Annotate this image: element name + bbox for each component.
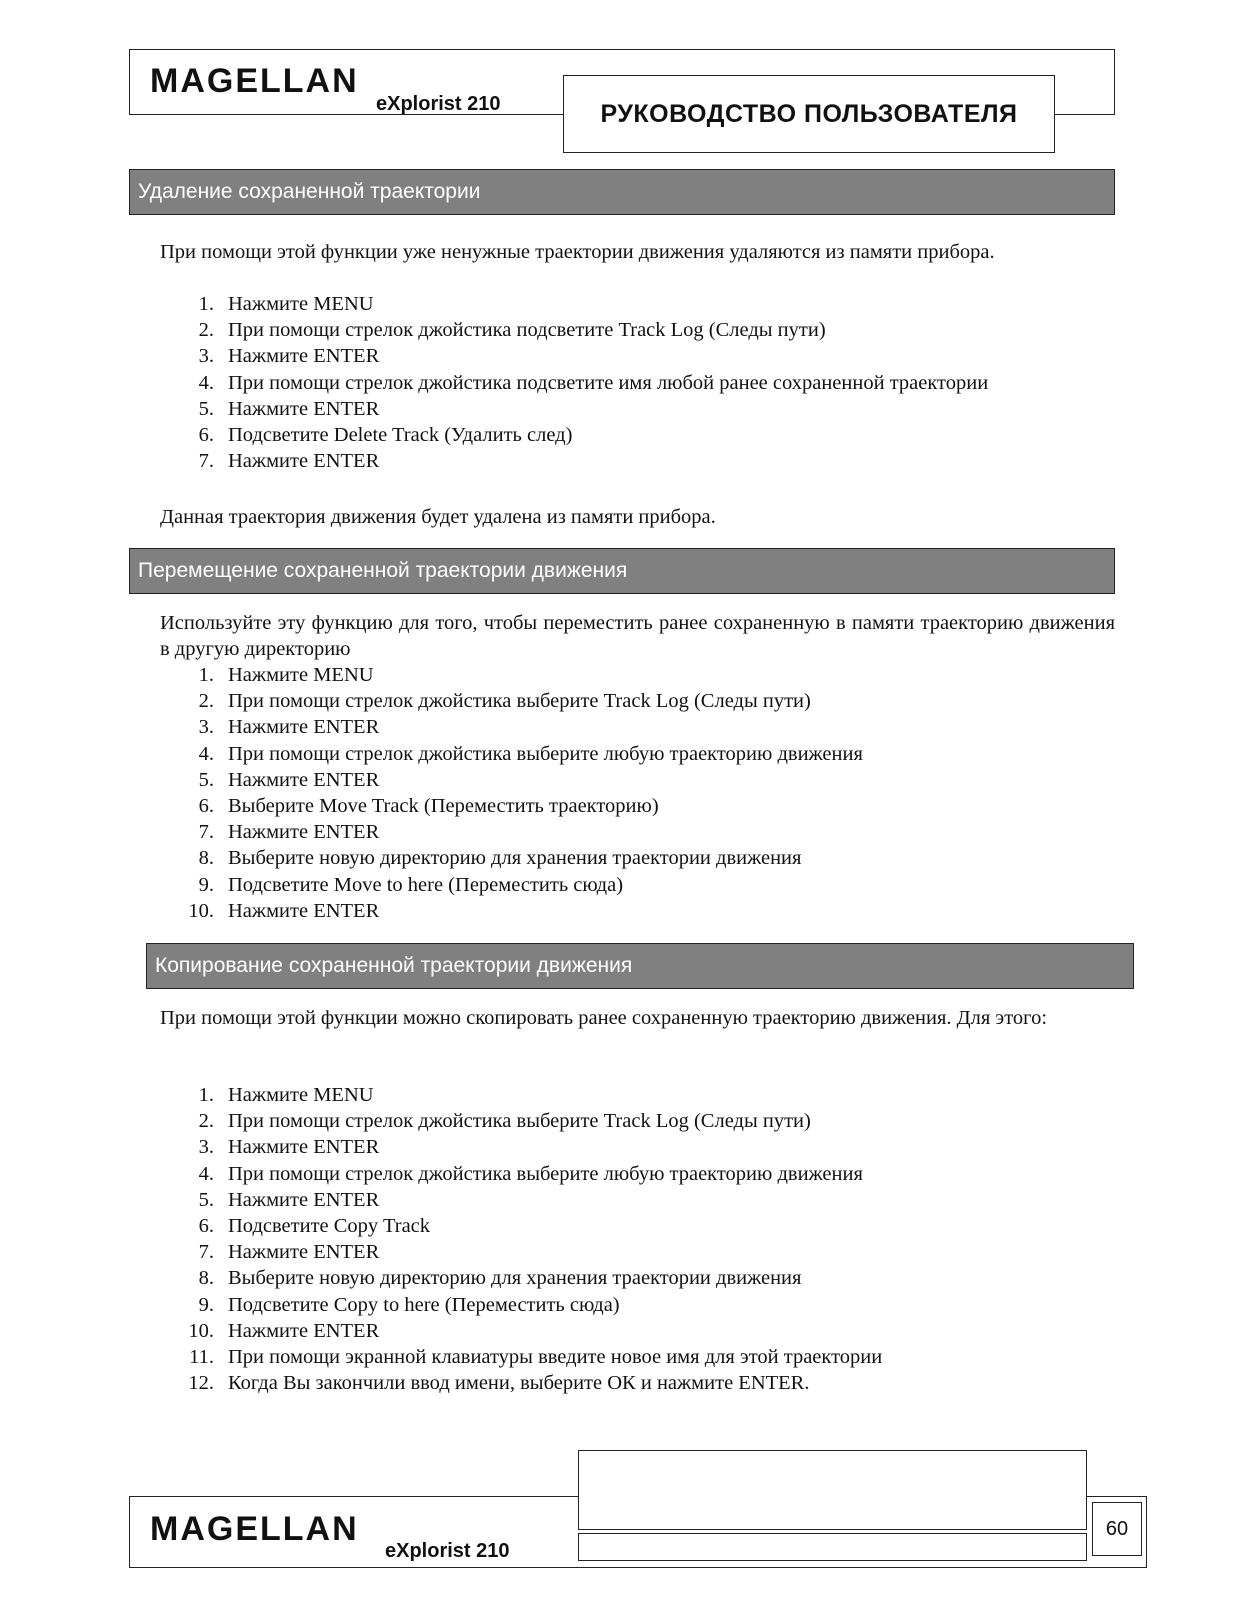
step-text: Нажмите ENTER	[228, 1188, 380, 1211]
step-text: Нажмите ENTER	[228, 716, 380, 739]
list-item: 4. При помощи стрелок джойстика выберите любую траекторию движения	[180, 741, 1115, 767]
step-text: Нажмите ENTER	[228, 1319, 380, 1342]
step-text: При помощи стрелок джойстика выберите Track Log (Следы пути)	[228, 1110, 811, 1133]
footer-blank-box-top	[578, 1450, 1087, 1530]
step-text: При помощи стрелок джойстика выберите Track Log (Следы пути)	[228, 690, 811, 713]
section-intro-copy-track: При помощи этой функции можно скопировать ранее сохраненную траекторию движения. Для этого:	[160, 1007, 1048, 1029]
list-item: 5. Нажмите ENTER	[180, 396, 1115, 422]
step-text: Подсветите Delete Track (Удалить след)	[228, 424, 573, 447]
footer-blank-box-bottom	[578, 1533, 1087, 1561]
list-item: 8. Выберите новую директорию для хранения траектории движения	[180, 1265, 1115, 1291]
list-item: 10. Нажмите ENTER	[180, 898, 1115, 924]
step-text: Нажмите ENTER	[228, 821, 380, 844]
header-model-name: eXplorist 210	[376, 93, 501, 115]
step-text: Нажмите ENTER	[228, 1241, 380, 1264]
list-item: 2. При помощи стрелок джойстика подсветите Track Log (Следы пути)	[180, 317, 1115, 343]
list-item: 6. Выберите Move Track (Переместить траекторию)	[180, 793, 1115, 819]
list-item: 9. Подсветите Move to here (Переместить сюда)	[180, 872, 1115, 898]
step-text: Нажмите ENTER	[228, 345, 380, 368]
header-title-box	[563, 75, 1055, 153]
list-item: 11. При помощи экранной клавиатуры введите новое имя для этой траектории	[180, 1344, 1115, 1370]
list-item: 8. Выберите новую директорию для хранения траектории движения	[180, 845, 1115, 871]
step-text: При помощи стрелок джойстика выберите любую траекторию движения	[228, 742, 863, 765]
list-item: 3. Нажмите ENTER	[180, 343, 1115, 369]
list-item: 6. Подсветите Copy Track	[180, 1213, 1115, 1239]
list-item: 1. Нажмите MENU	[180, 1082, 1115, 1108]
step-text: При помощи стрелок джойстика подсветите имя любой ранее сохраненной траектории	[228, 371, 989, 394]
list-item: 12. Когда Вы закончили ввод имени, выберите ОК и нажмите ENTER.	[180, 1370, 1115, 1396]
page-number: 60	[1092, 1502, 1142, 1556]
step-text: Нажмите MENU	[228, 1084, 374, 1106]
header-brand-logo: MAGELLAN	[150, 62, 359, 100]
list-item: 1. Нажмите MENU	[180, 291, 1115, 317]
list-item: 7. Нажмите ENTER	[180, 448, 1115, 474]
section-heading-delete-track: Удаление сохраненной траектории	[129, 169, 1115, 215]
list-item: 5. Нажмите ENTER	[180, 1187, 1115, 1213]
steps-list-move-track	[180, 662, 1115, 924]
list-item: 7. Нажмите ENTER	[180, 819, 1115, 845]
step-text: При помощи экранной клавиатуры введите новое имя для этой траектории	[228, 1346, 883, 1369]
list-item: 2. При помощи стрелок джойстика выберите Track Log (Следы пути)	[180, 688, 1115, 714]
footer-brand-logo: MAGELLAN	[150, 1510, 359, 1548]
list-item: 2. При помощи стрелок джойстика выберите Track Log (Следы пути)	[180, 1108, 1115, 1134]
list-item: 3. Нажмите ENTER	[180, 1134, 1115, 1160]
list-item: 7. Нажмите ENTER	[180, 1239, 1115, 1265]
list-item: 9. Подсветите Copy to here (Переместить сюда)	[180, 1292, 1115, 1318]
step-text: Выберите Move Track (Переместить траекторию)	[228, 795, 659, 818]
footer-model-name: eXplorist 210	[385, 1540, 510, 1562]
step-text: Нажмите MENU	[228, 664, 374, 686]
step-text: Подсветите Copy Track	[228, 1215, 431, 1238]
section-outro-delete-track: Данная траектория движения будет удалена из памяти прибора.	[160, 506, 716, 528]
step-text: При помощи стрелок джойстика выберите любую траекторию движения	[228, 1162, 863, 1185]
step-text: Выберите новую директорию для хранения траектории движения	[228, 1267, 802, 1290]
list-item: 6. Подсветите Delete Track (Удалить след)	[180, 422, 1115, 448]
steps-list-delete-track	[180, 291, 1115, 474]
list-item: 5. Нажмите ENTER	[180, 767, 1115, 793]
step-text: Нажмите ENTER	[228, 899, 380, 922]
section-intro-move-track: Используйте эту функцию для того, чтобы переместить ранее сохраненную в памяти траекторию движения в другую директорию	[160, 612, 1115, 660]
step-text: Подсветите Copy to here (Переместить сюда)	[228, 1293, 620, 1316]
step-text: Подсветите Move to here (Переместить сюда)	[228, 873, 624, 896]
list-item: 4. При помощи стрелок джойстика подсветите имя любой ранее сохраненной траектории	[180, 370, 1115, 396]
document-title: РУКОВОДСТВО ПОЛЬЗОВАТЕЛЯ	[600, 99, 1018, 128]
section-heading-move-track: Перемещение сохраненной траектории движения	[129, 548, 1115, 594]
step-text: Когда Вы закончили ввод имени, выберите ОК и нажмите ENTER.	[228, 1372, 810, 1395]
steps-list-copy-track	[180, 1082, 1115, 1396]
list-item: 1. Нажмите MENU	[180, 662, 1115, 688]
list-item: 10. Нажмите ENTER	[180, 1318, 1115, 1344]
section-heading-copy-track: Копирование сохраненной траектории движения	[146, 943, 1134, 989]
step-text: Выберите новую директорию для хранения траектории движения	[228, 847, 802, 870]
list-item: 3. Нажмите ENTER	[180, 714, 1115, 740]
step-text: При помощи стрелок джойстика подсветите Track Log (Следы пути)	[228, 319, 826, 342]
list-item: 4. При помощи стрелок джойстика выберите любую траекторию движения	[180, 1161, 1115, 1187]
section-intro-delete-track: При помощи этой функции уже ненужные траектории движения удаляются из памяти прибора.	[160, 241, 995, 263]
step-text: Нажмите MENU	[228, 293, 374, 315]
step-text: Нажмите ENTER	[228, 397, 380, 420]
step-text: Нажмите ENTER	[228, 768, 380, 791]
step-text: Нажмите ENTER	[228, 450, 380, 473]
step-text: Нажмите ENTER	[228, 1136, 380, 1159]
